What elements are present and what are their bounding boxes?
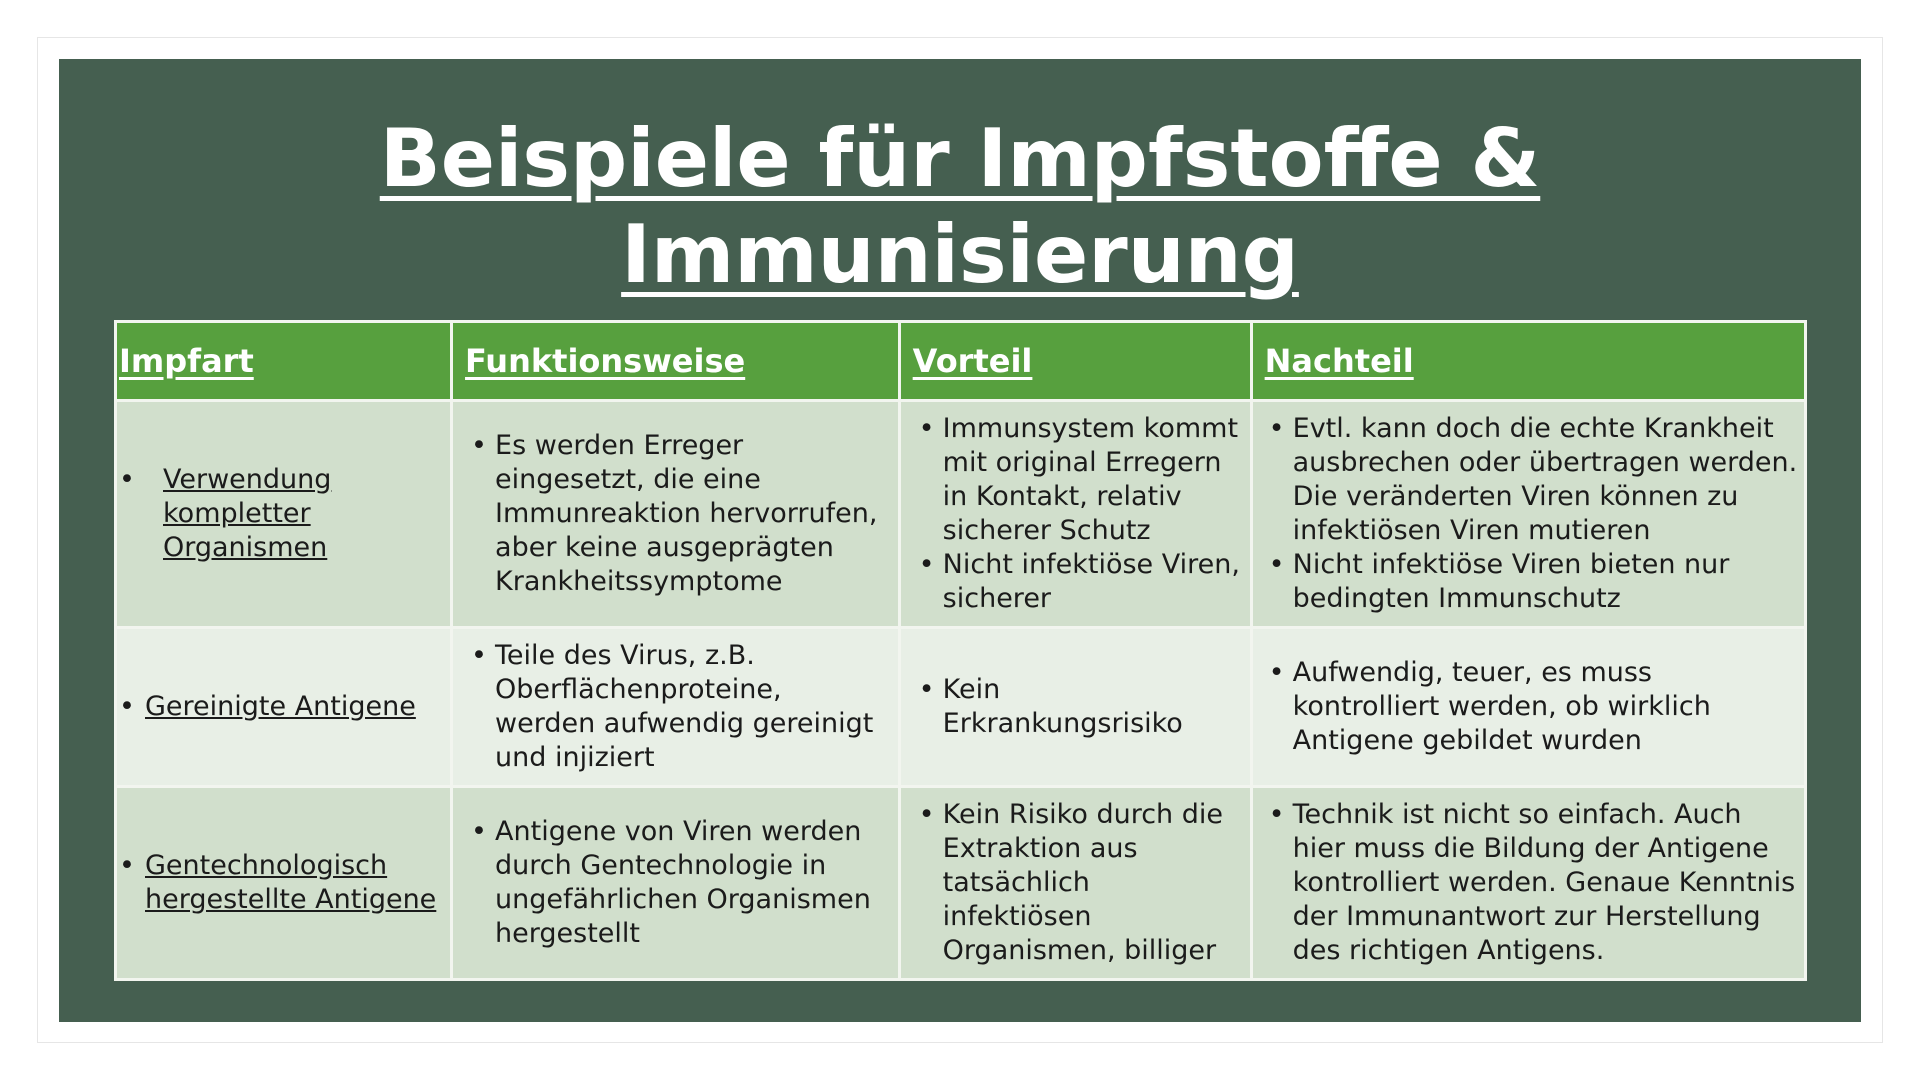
- header-nachteil: Nachteil: [1251, 322, 1805, 401]
- cell-impfart: [116, 628, 452, 787]
- table-header-row: [116, 322, 1806, 401]
- slide-title-line2: Immunisierung: [621, 208, 1299, 301]
- header-funktionsweise: Funktionsweise: [452, 322, 900, 401]
- cell-nachteil: [1251, 628, 1805, 787]
- cell-funktionsweise: [452, 628, 900, 787]
- list-item: • Technik ist nicht so einfach. Auch hier muss die Bildung der Antigene kontrolliert werden. Genaue Kenntnis der Immunantwort zur Herstellung des richtigen Antigens.: [1265, 798, 1800, 968]
- table-row: [116, 401, 1806, 628]
- list-item: • Evtl. kann doch die echte Krankheit ausbrechen oder übertragen werden. Die veränderten Viren können zu infektiösen Viren mutieren: [1265, 412, 1800, 548]
- slide-title-line1: Beispiele für Impfstoffe &: [379, 112, 1541, 205]
- impfart-label: Verwendung kompletter Organismen: [163, 464, 332, 563]
- cell-impfart: [116, 401, 452, 628]
- impfart-label: Gentechnologisch hergestellte Antigene: [145, 850, 437, 915]
- list-item: • Aufwendig, teuer, es muss kontrolliert werden, ob wirklich Antigene gebildet wurden: [1265, 656, 1800, 758]
- list-item: • Nicht infektiöse Viren bieten nur bedingten Immunschutz: [1265, 548, 1800, 616]
- impfart-label: Gereinigte Antigene: [145, 691, 416, 722]
- cell-vorteil: [899, 401, 1251, 628]
- list-item: [119, 463, 446, 565]
- list-item: • Teile des Virus, z.B. Oberflächenproteine, werden aufwendig gereinigt und injiziert: [467, 639, 886, 775]
- cell-vorteil: [899, 787, 1251, 980]
- list-item: • Immunsystem kommt mit original Erregern in Kontakt, relativ sicherer Schutz: [915, 412, 1242, 548]
- cell-impfart: [116, 787, 452, 980]
- list-item: • Es werden Erreger eingesetzt, die eine Immunreaktion hervorrufen, aber keine ausgeprägten Krankheitssymptome: [467, 429, 886, 599]
- table-row: [116, 628, 1806, 787]
- header-vorteil: Vorteil: [899, 322, 1251, 401]
- cell-nachteil: [1251, 401, 1805, 628]
- cell-funktionsweise: [452, 401, 900, 628]
- table-row: [116, 787, 1806, 980]
- list-item: [119, 690, 446, 724]
- list-item: • Kein Erkrankungsrisiko: [915, 673, 1242, 741]
- cell-nachteil: [1251, 787, 1805, 980]
- cell-vorteil: [899, 628, 1251, 787]
- slide-title: [59, 111, 1861, 303]
- list-item: • Nicht infektiöse Viren, sicherer: [915, 548, 1242, 616]
- header-impfart: Impfart: [116, 322, 452, 401]
- list-item: [119, 849, 446, 917]
- slide: [59, 59, 1861, 1022]
- list-item: • Kein Risiko durch die Extraktion aus tatsächlich infektiösen Organismen, billiger: [915, 798, 1242, 968]
- vaccine-table: [114, 320, 1807, 981]
- cell-funktionsweise: [452, 787, 900, 980]
- list-item: • Antigene von Viren werden durch Gentechnologie in ungefährlichen Organismen hergestellt: [467, 815, 886, 951]
